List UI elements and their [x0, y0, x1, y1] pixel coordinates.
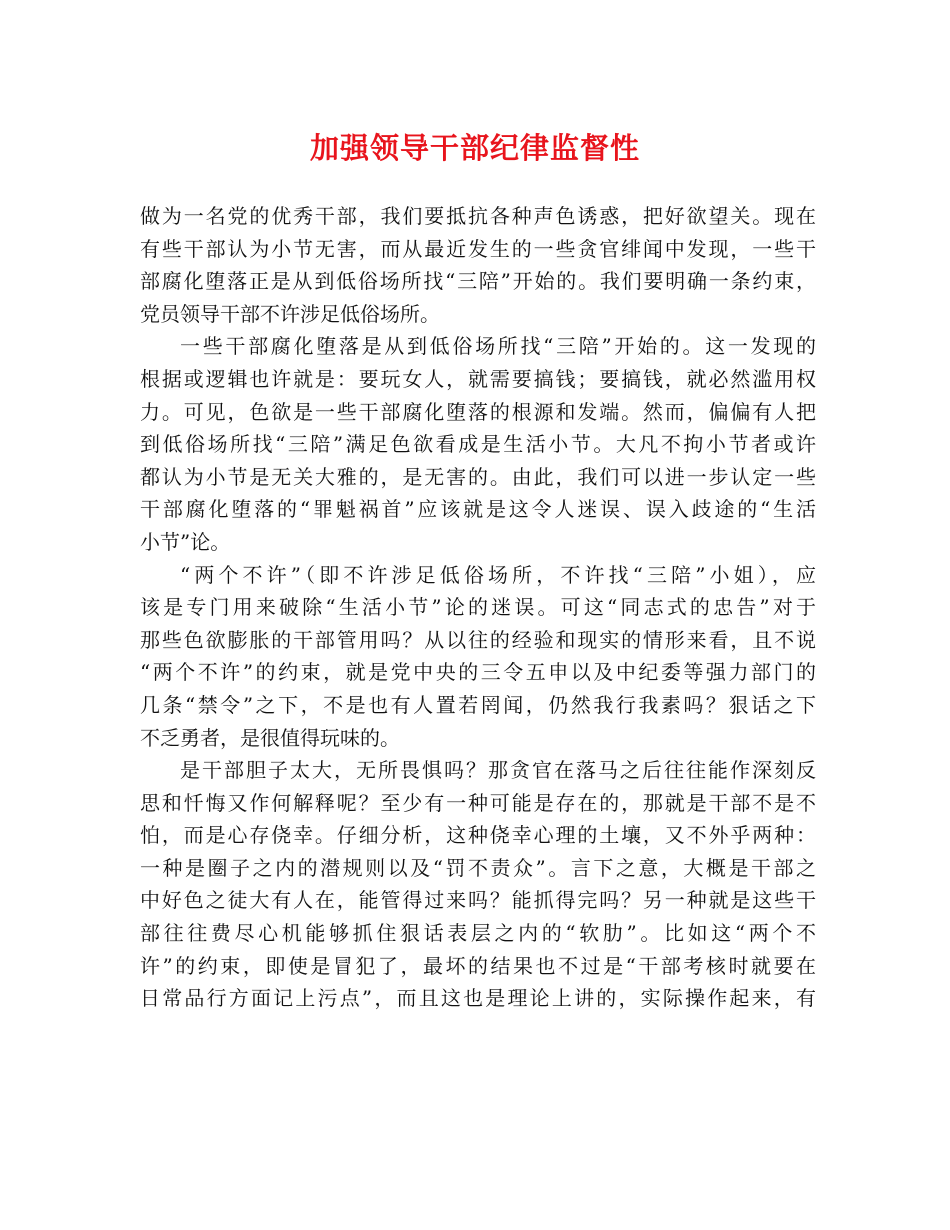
text-line: 该是专门用来破除“生活小节”论的迷误。可这“同志式的忠告”对于 [140, 595, 816, 620]
text-line: 一种是圈子之内的潜规则以及“罚不责众”。言下之意，大概是干部之 [140, 855, 816, 880]
text-line: 部腐化堕落正是从到低俗场所找“三陪”开始的。我们要明确一条约束， [140, 269, 816, 294]
text-line: 几条“禁令”之下，不是也有人置若罔闻，仍然我行我素吗？狠话之下 [140, 692, 816, 717]
text-line: 是干部胆子太大，无所畏惧吗？那贪官在落马之后往往能作深刻反 [180, 758, 816, 783]
text-line: 中好色之徒大有人在，能管得过来吗？能抓得完吗？另一种就是这些干 [140, 888, 816, 913]
document-title: 加强领导干部纪律监督性 [309, 131, 640, 165]
text-line: 党员领导干部不许涉足低俗场所。 [140, 301, 440, 326]
text-line: 日常品行方面记上污点”，而且这也是理论上讲的，实际操作起来，有 [140, 986, 816, 1011]
text-line: 都认为小节是无关大雅的，是无害的。由此，我们可以进一步认定一些 [140, 464, 816, 489]
paragraph-2 [140, 330, 816, 558]
text-line: 做为一名党的优秀干部，我们要抵抗各种声色诱惑，把好欲望关。现在 [140, 204, 816, 228]
text-line: 思和忏悔又作何解释呢？至少有一种可能是存在的，那就是干部不是不 [140, 790, 816, 815]
text-line: 那些色欲膨胀的干部管用吗？从以往的经验和现实的情形来看，且不说 [140, 627, 816, 652]
text-line: “两个不许”的约束，就是党中央的三令五申以及中纪委等强力部门的 [140, 660, 816, 685]
text-line: 干部腐化堕落的“罪魁祸首”应该就是这令人迷误、误入歧途的“生活 [140, 497, 816, 522]
paragraph-4 [140, 754, 816, 1015]
text-line: 怕，而是心存侥幸。仔细分析，这种侥幸心理的土壤，又不外乎两种： [140, 823, 816, 848]
text-line: 部往往费尽心机能够抓住狠话表层之内的“软肋”。比如这“两个不 [140, 921, 816, 946]
text-line: 一些干部腐化堕落是从到低俗场所找“三陪”开始的。这一发现的 [180, 334, 816, 359]
document-body [140, 200, 816, 1015]
text-line: 不乏勇者，是很值得玩味的。 [140, 725, 400, 750]
text-line: 根据或逻辑也许就是：要玩女人，就需要搞钱；要搞钱，就必然滥用权 [140, 366, 816, 391]
text-line: 力。可见，色欲是一些干部腐化堕落的根源和发端。然而，偏偏有人把 [140, 399, 816, 424]
text-line: 许”的约束，即使是冒犯了，最坏的结果也不过是“干部考核时就要在 [140, 953, 816, 978]
text-line: 有些干部认为小节无害，而从最近发生的一些贪官绯闻中发现，一些干 [140, 236, 816, 261]
paragraph-1 [140, 200, 816, 330]
text-line: 小节”论。 [140, 529, 231, 554]
text-line: 到低俗场所找“三陪”满足色欲看成是生活小节。大凡不拘小节者或许 [140, 432, 816, 457]
paragraph-3 [140, 559, 816, 755]
text-line: “两个不许”（即不许涉足低俗场所，不许找“三陪”小姐），应 [180, 562, 816, 587]
